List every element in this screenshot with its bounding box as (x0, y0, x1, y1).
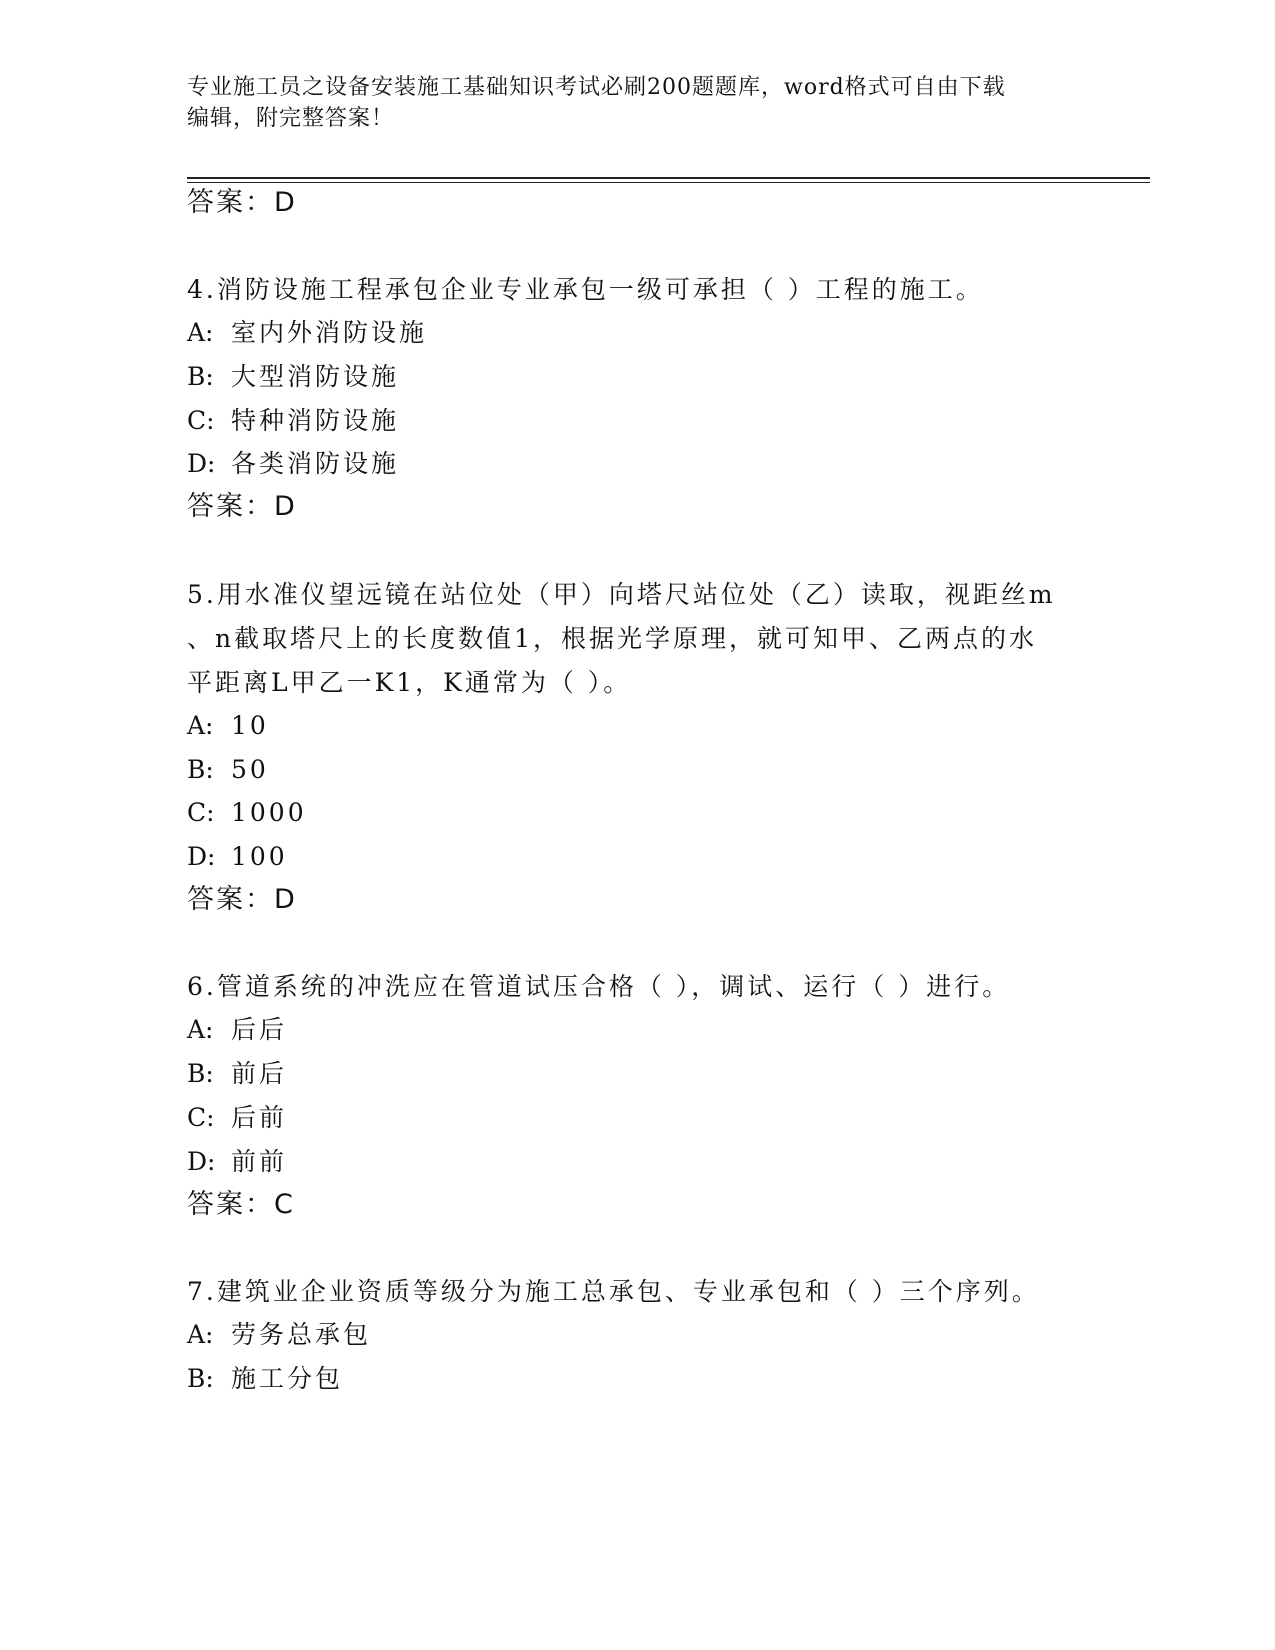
option-text: 施工分包 (231, 1364, 344, 1393)
option-d (187, 842, 288, 872)
option-key: A: (187, 318, 214, 347)
option-key: B: (187, 362, 214, 391)
option-a (187, 1320, 371, 1350)
option-key: B: (187, 1059, 214, 1088)
answer-line (187, 885, 297, 915)
option-b (187, 755, 269, 785)
header-divider-thin (187, 182, 1150, 183)
option-a (187, 1015, 287, 1045)
option-c (187, 798, 307, 828)
option-text: 后后 (231, 1015, 288, 1044)
option-d (187, 449, 399, 479)
answer-line (187, 188, 297, 218)
option-c (187, 406, 399, 436)
question-stem: 平距离L甲乙一K1，K通常为（ ）。 (187, 668, 632, 697)
answer-line (187, 492, 297, 522)
document-header (187, 72, 1067, 134)
option-key: A: (187, 1015, 214, 1044)
option-key: D: (187, 449, 216, 478)
question-stem: 7.建筑业企业资质等级分为施工总承包、专业承包和（ ）三个序列。 (187, 1277, 1040, 1306)
answer-value: D (274, 884, 297, 915)
option-b (187, 1364, 343, 1394)
option-text: 前前 (231, 1147, 288, 1176)
option-a (187, 711, 269, 741)
option-text: 后前 (231, 1103, 288, 1132)
answer-label: 答案： (187, 1189, 274, 1220)
option-text: 10 (231, 711, 269, 740)
answer-label: 答案： (187, 187, 274, 218)
option-a (187, 318, 427, 348)
option-key: B: (187, 755, 214, 784)
option-text: 大型消防设施 (231, 362, 400, 391)
option-text: 50 (231, 755, 269, 784)
option-text: 室内外消防设施 (231, 318, 428, 347)
header-line-1: 专业施工员之设备安装施工基础知识考试必刷200题题库，word格式可自由下载 (187, 75, 1006, 100)
option-b (187, 362, 399, 392)
option-text: 劳务总承包 (231, 1320, 372, 1349)
option-text: 100 (231, 842, 288, 871)
answer-label: 答案： (187, 491, 274, 522)
header-divider (187, 177, 1150, 179)
option-text: 前后 (231, 1059, 288, 1088)
option-key: A: (187, 711, 214, 740)
header-line-2: 编辑，附完整答案！ (187, 106, 395, 131)
option-key: D: (187, 1147, 216, 1176)
option-text: 特种消防设施 (231, 406, 400, 435)
answer-value: D (274, 491, 297, 522)
option-b (187, 1059, 287, 1089)
option-key: C: (187, 406, 215, 435)
option-text: 1000 (231, 798, 307, 827)
option-text: 各类消防设施 (231, 449, 400, 478)
option-key: C: (187, 1103, 215, 1132)
option-key: D: (187, 842, 216, 871)
answer-value: D (274, 187, 297, 218)
answer-label: 答案： (187, 884, 274, 915)
answer-value: C (274, 1189, 295, 1220)
question-stem: 、n截取塔尺上的长度数值1，根据光学原理，就可知甲、乙两点的水 (187, 624, 1038, 653)
option-c (187, 1103, 287, 1133)
option-key: B: (187, 1364, 214, 1393)
option-d (187, 1147, 287, 1177)
question-stem: 6.管道系统的冲洗应在管道试压合格（ ），调试、运行（ ）进行。 (187, 972, 1011, 1001)
question-stem: 4.消防设施工程承包企业专业承包一级可承担（ ）工程的施工。 (187, 275, 984, 304)
option-key: A: (187, 1320, 214, 1349)
answer-line (187, 1190, 295, 1220)
question-stem: 5.用水准仪望远镜在站位处（甲）向塔尺站位处（乙）读取，视距丝m (187, 580, 1056, 609)
option-key: C: (187, 798, 215, 827)
